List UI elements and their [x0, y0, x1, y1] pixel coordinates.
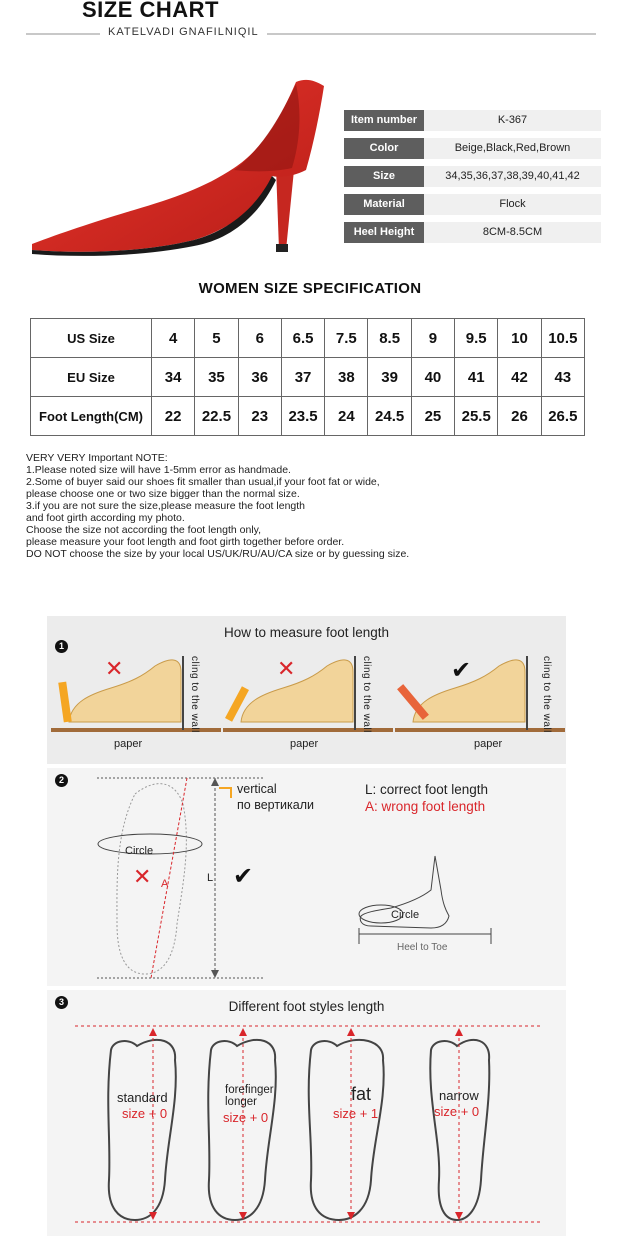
vertical-label-ru: по вертикали: [237, 798, 315, 812]
table-row-foot-length: [31, 397, 585, 436]
a-mark: A: [161, 878, 169, 890]
foot-style-name: forefinger longer: [225, 1084, 274, 1108]
paper-label: paper: [114, 738, 143, 750]
table-cell: 36: [238, 358, 281, 397]
note-line: Choose the size not according the foot length only,: [26, 524, 262, 536]
note-line: 3.if you are not sure the size,please measure the foot length: [26, 500, 306, 512]
table-cell: 26: [498, 397, 541, 436]
table-cell: 34: [152, 358, 195, 397]
measure-panel-2: [47, 768, 566, 986]
table-cell: 37: [281, 358, 324, 397]
spec-value: K-367: [424, 110, 601, 131]
heel-to-toe-label: Heel to Toe: [397, 942, 448, 953]
table-cell: 8.5: [368, 319, 411, 358]
wall-label: cling to the wall: [541, 656, 552, 733]
spec-row-color: [344, 138, 601, 159]
spec-row-material: [344, 194, 601, 215]
foot-style-size: size + 0: [434, 1104, 480, 1119]
spec-key: Material: [344, 194, 424, 215]
table-cell: 4: [152, 319, 195, 358]
paper-label: paper: [290, 738, 319, 750]
table-cell: 35: [195, 358, 238, 397]
table-cell: 25.5: [455, 397, 498, 436]
foot-side-view: [351, 850, 501, 950]
vertical-label: vertical: [237, 782, 277, 796]
svg-text:✕: ✕: [277, 657, 296, 682]
table-cell: 10.5: [541, 319, 584, 358]
row-label: Foot Length(CM): [31, 397, 152, 436]
table-cell: 9: [411, 319, 454, 358]
note-line: 2.Some of buyer said our shoes fit smaller than usual,if your foot fat or wide,: [26, 476, 380, 488]
shoe-image: [24, 72, 340, 262]
wall-label: cling to the wall: [361, 656, 372, 733]
table-cell: 42: [498, 358, 541, 397]
important-notes: [26, 452, 409, 560]
l-mark: L: [207, 872, 214, 884]
note-line: and foot girth according my photo.: [26, 512, 185, 524]
panel-title: Different foot styles length: [228, 999, 385, 1014]
table-cell: 7.5: [325, 319, 368, 358]
note-line: please choose one or two size bigger than the normal size.: [26, 488, 300, 500]
foot-styles-outlines: [47, 1020, 566, 1230]
circle-label: Circle: [391, 909, 420, 921]
table-cell: 40: [411, 358, 454, 397]
svg-text:✔: ✔: [233, 862, 254, 890]
note-line: please measure your foot length and foot girth together before order.: [26, 536, 345, 548]
foot-styles-panel: [47, 990, 566, 1236]
foot-style-size: size + 0: [122, 1106, 168, 1121]
table-cell: 24: [325, 397, 368, 436]
table-cell: 5: [195, 319, 238, 358]
brand-name: KATELVADI GNAFILNIQIL: [100, 26, 267, 38]
table-cell: 23: [238, 397, 281, 436]
table-cell: 6: [238, 319, 281, 358]
svg-text:✔: ✔: [451, 656, 472, 684]
table-cell: 43: [541, 358, 584, 397]
table-cell: 41: [455, 358, 498, 397]
foot-style-size: size + 1: [333, 1106, 379, 1121]
note-line: VERY VERY Important NOTE:: [26, 452, 168, 464]
step-number: 2: [55, 774, 68, 787]
size-spec-title: WOMEN SIZE SPECIFICATION: [198, 280, 422, 297]
wall-label: cling to the wall: [189, 656, 200, 733]
paper-label: paper: [474, 738, 503, 750]
table-cell: 24.5: [368, 397, 411, 436]
spec-value: Flock: [424, 194, 601, 215]
table-cell: 39: [368, 358, 411, 397]
circle-label: Circle: [125, 845, 154, 857]
spec-row-heel-height: [344, 222, 601, 243]
table-cell: 25: [411, 397, 454, 436]
row-label: EU Size: [31, 358, 152, 397]
foot-style-name: narrow: [439, 1088, 479, 1103]
spec-key: Item number: [344, 110, 424, 131]
svg-text:✕: ✕: [133, 865, 152, 890]
spec-key: Heel Height: [344, 222, 424, 243]
table-row-eu: [31, 358, 585, 397]
table-cell: 26.5: [541, 397, 584, 436]
measure-panel-1: [47, 616, 566, 764]
panel-title: How to measure foot length: [223, 625, 390, 640]
row-label: US Size: [31, 319, 152, 358]
note-line: 1.Please noted size will have 1-5mm error as handmade.: [26, 464, 291, 476]
table-cell: 23.5: [281, 397, 324, 436]
table-cell: 9.5: [455, 319, 498, 358]
svg-text:✕: ✕: [105, 657, 124, 682]
spec-key: Size: [344, 166, 424, 187]
table-cell: 22: [152, 397, 195, 436]
table-cell: 38: [325, 358, 368, 397]
table-cell: 6.5: [281, 319, 324, 358]
foot-style-name: standard: [117, 1090, 168, 1105]
foot-measure-correct: [395, 652, 565, 736]
spec-row-size: [344, 166, 601, 187]
size-table: [30, 318, 585, 436]
step-number: 1: [55, 640, 68, 653]
table-row-us: [31, 319, 585, 358]
spec-value: 8CM-8.5CM: [424, 222, 601, 243]
foot-style-size: size + 0: [223, 1110, 269, 1125]
spec-row-item-number: [344, 110, 601, 131]
spec-value: Beige,Black,Red,Brown: [424, 138, 601, 159]
table-cell: 10: [498, 319, 541, 358]
legend-wrong: A: wrong foot length: [365, 799, 486, 814]
table-cell: 22.5: [195, 397, 238, 436]
step-number: 3: [55, 996, 68, 1009]
spec-value: 34,35,36,37,38,39,40,41,42: [424, 166, 601, 187]
foot-style-name: fat: [351, 1084, 372, 1104]
note-line: DO NOT choose the size by your local US/UK/RU/AU/CA size or by guessing size.: [26, 548, 410, 560]
spec-key: Color: [344, 138, 424, 159]
page-title: SIZE CHART: [82, 0, 219, 22]
legend-correct: L: correct foot length: [365, 782, 489, 797]
